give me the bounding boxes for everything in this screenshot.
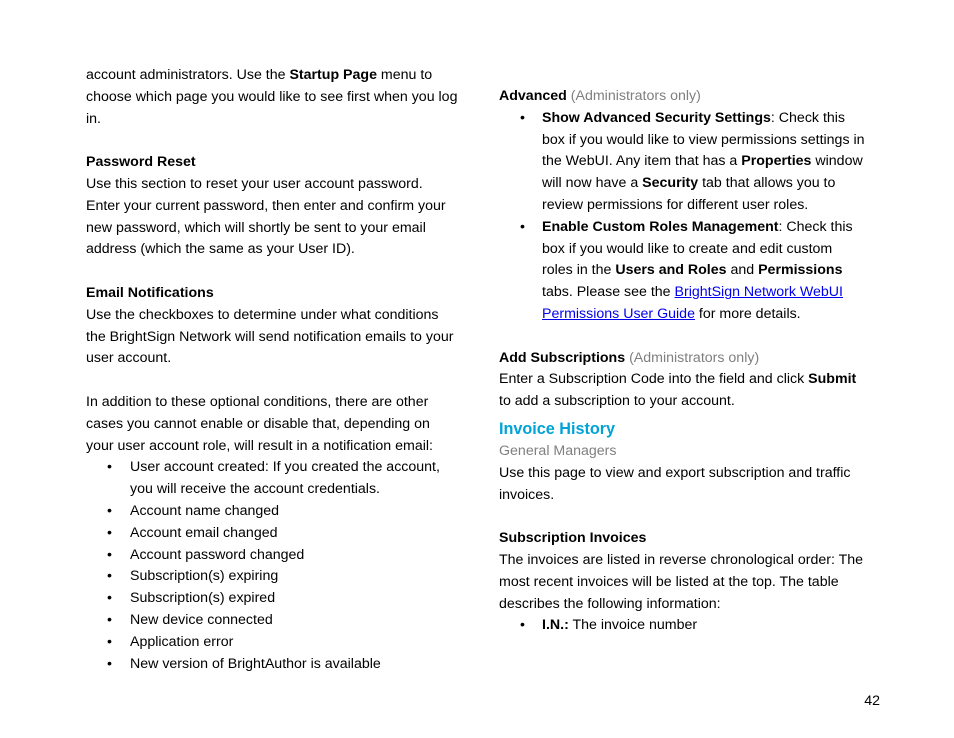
invoice-fields-list: [499, 615, 865, 637]
bullet-icon: •: [520, 617, 525, 634]
email-notifications-heading: Email Notifications: [86, 284, 214, 301]
bullet-icon: •: [520, 218, 525, 235]
page-number: 42: [864, 693, 880, 709]
list-item: • Enable Custom Roles Management: Check this box if you would like to create and edit custom roles in the Users and Roles and Permissions tabs. Please see the BrightSign Network WebUI Permissions User Guide for more details.: [520, 218, 853, 322]
bullet-icon: •: [107, 590, 112, 607]
password-reset-body: Use this section to reset your user account password. Enter your current password, then enter and confirm your new password, which will shortly be sent to your email address (which the same as your User ID).: [86, 175, 446, 258]
invoice-history-body: Use this page to view and export subscription and traffic invoices.: [499, 464, 851, 503]
invoice-history-audience: General Managers: [499, 442, 617, 459]
bullet-icon: •: [107, 546, 112, 563]
list-item: • New device connected: [86, 610, 458, 632]
bullet-icon: •: [107, 568, 112, 585]
subscription-invoices-body: The invoices are listed in reverse chronological order: The most recent invoices will be listed at the top. The table describes the following information:: [499, 551, 864, 612]
bullet-icon: •: [107, 524, 112, 541]
permissions-guide-link[interactable]: BrightSign Network WebUI Permissions User Guide: [542, 284, 843, 322]
right-column: [499, 86, 865, 637]
notification-list: [86, 457, 458, 675]
list-item: • Application error: [86, 632, 458, 654]
email-notifications-body-2: In addition to these optional conditions, there are other cases you cannot enable or disable that, depending on your user account role, will result in a notification email:: [86, 393, 433, 454]
invoice-history-title: Invoice History: [499, 419, 616, 438]
email-notifications-body: Use the checkboxes to determine under what conditions the BrightSign Network will send notification emails to your user account.: [86, 306, 454, 367]
add-subscriptions-body: Enter a Subscription Code into the field and click Submit to add a subscription to your account.: [499, 371, 857, 410]
startup-page-term: Startup Page: [289, 67, 377, 83]
advanced-list: [499, 108, 865, 326]
password-reset-heading: Password Reset: [86, 154, 196, 171]
list-item: • Account password changed: [86, 545, 458, 567]
intro-paragraph: account administrators. Use the Startup Page menu to choose which page you would like to see first when you log in.: [86, 67, 458, 127]
advanced-heading: Advanced (Administrators only): [499, 88, 701, 104]
list-item: • New version of BrightAuthor is available: [86, 654, 458, 676]
bullet-icon: •: [107, 502, 112, 519]
list-item: • Account email changed: [86, 523, 458, 545]
bullet-icon: •: [107, 611, 112, 628]
bullet-icon: •: [107, 459, 112, 476]
bullet-icon: •: [107, 655, 112, 672]
list-item: • User account created: If you created the account, you will receive the account credentials.: [107, 459, 440, 498]
advanced-note: (Administrators only): [570, 88, 701, 104]
list-item: • Show Advanced Security Settings: Check this box if you would like to view permissions settings in the WebUI. Any item that has a Properties window will now have a Security tab that allows you to review permissions for different user roles.: [520, 109, 865, 213]
list-item: • I.N.: The invoice number: [499, 615, 865, 637]
bullet-icon: •: [520, 109, 525, 126]
add-subscriptions-heading: Add Subscriptions (Administrators only): [499, 349, 760, 366]
list-item: • Subscription(s) expired: [86, 588, 458, 610]
add-subscriptions-note: (Administrators only): [629, 349, 760, 366]
bullet-icon: •: [107, 633, 112, 650]
list-item: • Account name changed: [86, 501, 458, 523]
list-item: • Subscription(s) expiring: [86, 566, 458, 588]
subscription-invoices-heading: Subscription Invoices: [499, 530, 647, 547]
left-column: [86, 65, 458, 675]
